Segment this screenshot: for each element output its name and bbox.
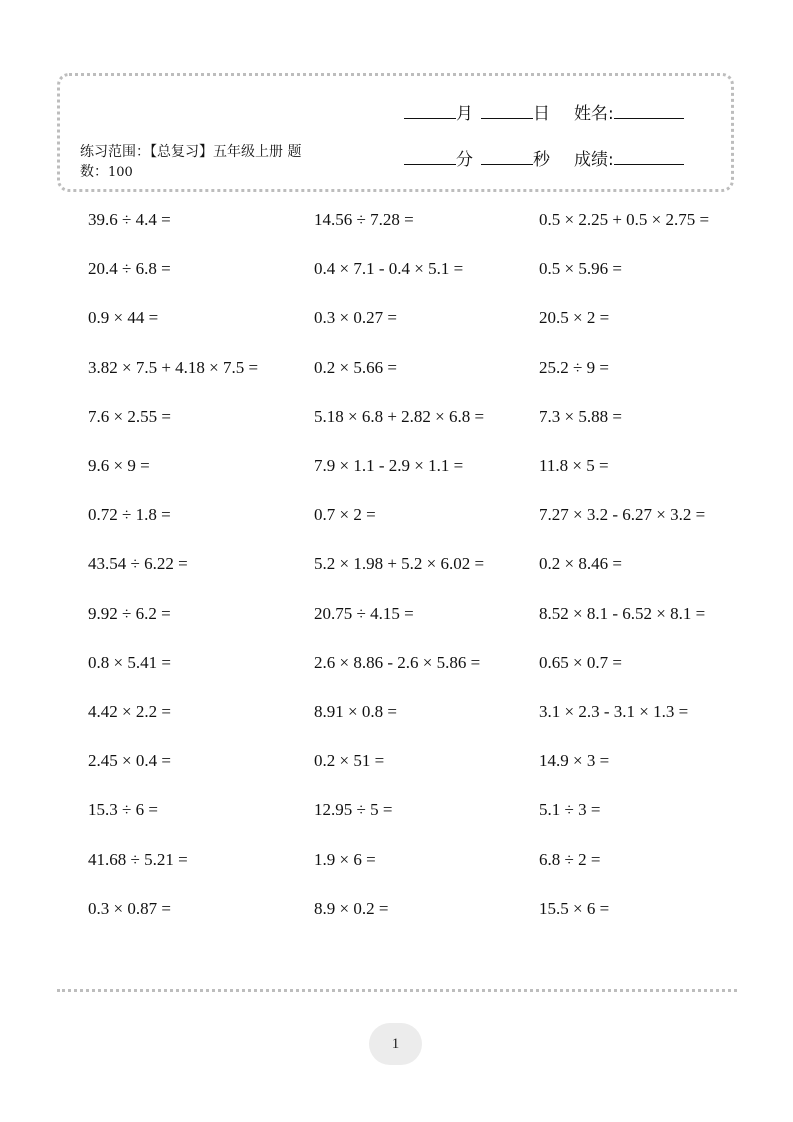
problem-item: 0.5 × 5.96 = bbox=[539, 259, 622, 278]
problem-item: 15.3 ÷ 6 = bbox=[88, 800, 158, 819]
problem-item: 14.9 × 3 = bbox=[539, 751, 610, 770]
problem-item: 0.72 ÷ 1.8 = bbox=[88, 505, 171, 524]
month-label: 月 bbox=[456, 104, 473, 124]
problem-item: 14.56 ÷ 7.28 = bbox=[314, 210, 414, 229]
minute-label: 分 bbox=[456, 150, 473, 170]
problem-item: 0.65 × 0.7 = bbox=[539, 653, 622, 672]
time-score-row bbox=[404, 148, 684, 172]
problem-item: 12.95 ÷ 5 = bbox=[314, 800, 393, 819]
question-count-label: 题数： bbox=[80, 144, 302, 180]
page-number: 1 bbox=[391, 1036, 400, 1052]
practice-scope bbox=[80, 142, 320, 183]
problem-item: 0.9 × 44 = bbox=[88, 308, 159, 327]
problem-item: 7.6 × 2.55 = bbox=[88, 407, 171, 426]
problem-item: 9.92 ÷ 6.2 = bbox=[88, 604, 171, 623]
problem-item: 5.18 × 6.8 + 2.82 × 6.8 = bbox=[314, 407, 485, 426]
problem-item: 3.1 × 2.3 - 3.1 × 1.3 = bbox=[539, 702, 689, 721]
problem-item: 20.5 × 2 = bbox=[539, 308, 610, 327]
problem-item: 4.42 × 2.2 = bbox=[88, 702, 171, 721]
second-blank[interactable] bbox=[481, 150, 533, 165]
problem-item: 8.52 × 8.1 - 6.52 × 8.1 = bbox=[539, 604, 706, 623]
footer-divider bbox=[57, 989, 737, 992]
month-blank[interactable] bbox=[404, 104, 456, 119]
question-count: 100 bbox=[108, 165, 133, 180]
worksheet-header bbox=[57, 73, 734, 192]
problem-item: 3.82 × 7.5 + 4.18 × 7.5 = bbox=[88, 358, 259, 377]
date-name-row bbox=[404, 102, 684, 126]
score-blank[interactable] bbox=[614, 150, 684, 165]
problem-item: 5.2 × 1.98 + 5.2 × 6.02 = bbox=[314, 554, 485, 573]
problem-item: 39.6 ÷ 4.4 = bbox=[88, 210, 171, 229]
problem-item: 25.2 ÷ 9 = bbox=[539, 358, 609, 377]
problem-item: 2.6 × 8.86 - 2.6 × 5.86 = bbox=[314, 653, 481, 672]
day-label: 日 bbox=[533, 104, 550, 124]
problem-item: 43.54 ÷ 6.22 = bbox=[88, 554, 188, 573]
problem-item: 11.8 × 5 = bbox=[539, 456, 609, 475]
problem-item: 0.4 × 7.1 - 0.4 × 5.1 = bbox=[314, 259, 464, 278]
problem-item: 7.9 × 1.1 - 2.9 × 1.1 = bbox=[314, 456, 464, 475]
problem-item: 7.27 × 3.2 - 6.27 × 3.2 = bbox=[539, 505, 706, 524]
page-number-badge bbox=[369, 1023, 422, 1065]
problem-item: 0.2 × 8.46 = bbox=[539, 554, 622, 573]
problem-item: 0.7 × 2 = bbox=[314, 505, 376, 524]
problem-item: 6.8 ÷ 2 = bbox=[539, 850, 601, 869]
problem-item: 8.91 × 0.8 = bbox=[314, 702, 397, 721]
problem-item: 8.9 × 0.2 = bbox=[314, 899, 389, 918]
minute-blank[interactable] bbox=[404, 150, 456, 165]
problem-item: 9.6 × 9 = bbox=[88, 456, 150, 475]
problem-item: 0.3 × 0.27 = bbox=[314, 308, 397, 327]
problem-item: 15.5 × 6 = bbox=[539, 899, 610, 918]
problem-item: 41.68 ÷ 5.21 = bbox=[88, 850, 188, 869]
problem-item: 1.9 × 6 = bbox=[314, 850, 376, 869]
scope-text: 练习范围：【总复习】五年级上册 bbox=[80, 144, 283, 160]
name-label: 姓名: bbox=[574, 104, 614, 124]
problem-item: 20.75 ÷ 4.15 = bbox=[314, 604, 414, 623]
problem-item: 0.8 × 5.41 = bbox=[88, 653, 171, 672]
problem-item: 5.1 ÷ 3 = bbox=[539, 800, 601, 819]
problem-item: 0.2 × 5.66 = bbox=[314, 358, 397, 377]
second-label: 秒 bbox=[533, 150, 550, 170]
problem-item: 0.3 × 0.87 = bbox=[88, 899, 171, 918]
problem-item: 0.2 × 51 = bbox=[314, 751, 385, 770]
score-label: 成绩: bbox=[574, 150, 614, 170]
day-blank[interactable] bbox=[481, 104, 533, 119]
problem-item: 7.3 × 5.88 = bbox=[539, 407, 622, 426]
problem-item: 0.5 × 2.25 + 0.5 × 2.75 = bbox=[539, 210, 710, 229]
problem-item: 20.4 ÷ 6.8 = bbox=[88, 259, 171, 278]
problem-item: 2.45 × 0.4 = bbox=[88, 751, 171, 770]
name-blank[interactable] bbox=[614, 104, 684, 119]
